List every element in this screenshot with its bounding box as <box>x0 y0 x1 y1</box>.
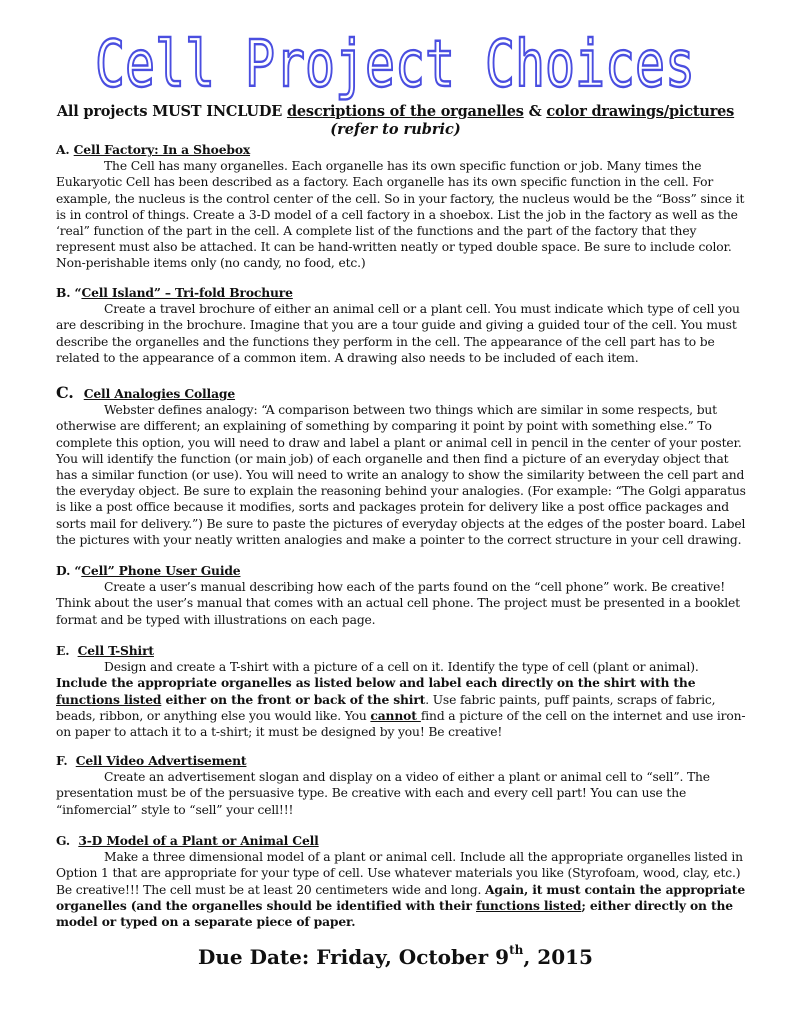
section-g-title: 3-D Model of a Plant or Animal Cell <box>78 833 319 848</box>
section-c-body: Webster defines analogy: “A comparison between two things which are similar in some respects, but otherwise are different; an explaining of something by comparing it point by point with something else.” To complete this option, you will need to draw and label a plant or animal cell in pencil in the center of your poster. You will identify the function (or main job) of each organelle and then find a picture of an everyday object that has a similar function (or use). You will need to write an analogy to show the similarity between the cell part and the everyday object. Be sure to explain the reasoning behind your analogies. (For example: “The Golgi apparatus is like a post office because it modifies, sorts and packages protein for delivery like a post office packages and sorts mail for delivery.”) Be sure to paste the pictures of everyday objects at the edges of the poster board. Label the pictures with your neatly written analogies and make a pointer to the correct structure in your cell drawing. <box>56 403 746 547</box>
section-d-body: Create a user’s manual describing how each of the parts found on the “cell phone” work. Be creative! Think about the user’s manual that comes with an actual cell phone. The project must be presented in a booklet format and be typed with illustrations on each page. <box>56 580 740 627</box>
section-d-heading <box>56 563 746 579</box>
section-f <box>56 753 746 818</box>
section-a-letter: A. <box>56 142 70 157</box>
section-c-letter: C. <box>56 383 74 402</box>
section-e-letter: E. <box>56 643 70 658</box>
section-c-title: Cell Analogies Collage <box>83 386 236 401</box>
requirements-pre: All projects MUST INCLUDE <box>56 103 287 120</box>
section-a-title: Cell Factory: In a Shoebox <box>73 142 251 157</box>
section-d-title: Cell” Phone User Guide <box>81 563 241 578</box>
section-e-bold-2: either on the front or back of the shirt <box>161 691 426 707</box>
section-a-heading <box>56 142 746 158</box>
due-date <box>0 945 791 969</box>
section-a-body: The Cell has many organelles. Each organelle has its own specific function or job. Many times the Eukaryotic Cell has been described as a factory. Each organelle has its own specific function in the cell. For example, the nucleus is the control center of the cell. So in your factory, the nucleus would be the “Boss” since it is in control of things. Create a 3-D model of a cell factory in a shoebox. List the job in the factory as well as the ‘real” function of the part in the cell. A complete list of the functions and the part of the factory that they represent must also be attached. It can be hand-written neatly or typed double space. Be sure to include color. Non-perishable items only (no candy, no food, etc.) <box>56 159 745 271</box>
section-g <box>56 833 746 930</box>
section-g-bold-2: ; either directly on the model or typed on a separate piece of paper. <box>56 897 733 930</box>
requirements-organelles: descriptions of the organelles <box>286 103 524 120</box>
section-e-text-1: Design and create a T-shirt with a picture of a cell on it. Identify the type of cell (plant or animal). <box>104 660 699 675</box>
section-f-body: Create an advertisement slogan and display on a video of either a plant or animal cell to “sell”. The presentation must be of the persuasive type. Be creative with each and every cell part! You can use the “infomercial” style to “sell” your cell!!! <box>56 770 710 817</box>
section-d <box>56 563 746 628</box>
section-b-heading <box>56 285 746 301</box>
title-banner <box>0 12 791 102</box>
section-d-letter: D. “ <box>56 563 82 578</box>
rubric-note: (refer to rubric) <box>330 121 461 138</box>
section-f-letter: F. <box>56 753 68 768</box>
requirements-drawings: color drawings/pictures <box>546 103 735 120</box>
section-g-functions-listed: functions listed <box>476 897 582 913</box>
requirements-line <box>0 103 791 120</box>
section-e-body <box>56 659 746 740</box>
section-b-letter: B. “ <box>56 285 82 300</box>
section-b-title: Cell Island” – Tri-fold Brochure <box>81 285 293 300</box>
section-e-text-3: find a picture of the cell on the internet and use iron-on paper to attach it to a t-shirt; it must be designed by you! Be creative! <box>56 708 746 740</box>
section-g-heading <box>56 833 746 849</box>
section-g-body <box>56 849 746 930</box>
page-title: Cell Project Choices <box>95 28 695 102</box>
section-e-title: Cell T-Shirt <box>77 643 154 658</box>
section-f-title: Cell Video Advertisement <box>75 753 247 768</box>
section-e-functions-listed: functions listed <box>56 691 162 707</box>
section-e <box>56 643 746 740</box>
section-c-heading <box>56 385 746 402</box>
section-e-cannot: cannot <box>370 707 421 723</box>
section-b-body: Create a travel brochure of either an animal cell or a plant cell. You must indicate which type of cell you are describing in the brochure. Imagine that you are a tour guide and giving a guided tour of the cell. You must describe the organelles and the functions they perform in the cell. The appearance of the cell part has to be related to the appearance of a common item. A drawing also needs to be included of each item. <box>56 302 740 365</box>
due-date-pre: Due Date: Friday, October 9 <box>198 945 510 969</box>
due-date-post: , 2015 <box>523 945 593 969</box>
section-g-text-1: Make a three dimensional model of a plant or animal cell. Include all the appropriate organelles listed in Option 1 that are appropriate for your type of cell. Use whatever materials you like (Styrofoam, wood, clay, etc.) Be creative!!! The cell must be at least 20 centimeters wide and long. <box>56 850 743 897</box>
section-a <box>56 142 746 272</box>
section-e-heading <box>56 643 746 659</box>
section-g-letter: G. <box>56 833 71 848</box>
section-f-heading <box>56 753 746 769</box>
due-date-sup: th <box>509 943 524 957</box>
section-e-text-2: . Use fabric paints, puff paints, scraps of fabric, beads, ribbon, or anything else you would like. You <box>56 692 716 723</box>
section-c <box>56 385 746 548</box>
section-b <box>56 285 746 366</box>
section-g-bold-1: Again, it must contain the appropriate organelles (and the organelles should be identified with their <box>56 881 745 913</box>
section-e-bold-1: Include the appropriate organelles as listed below and label each directly on the shirt with the <box>56 675 696 691</box>
requirements-and: & <box>523 103 547 120</box>
